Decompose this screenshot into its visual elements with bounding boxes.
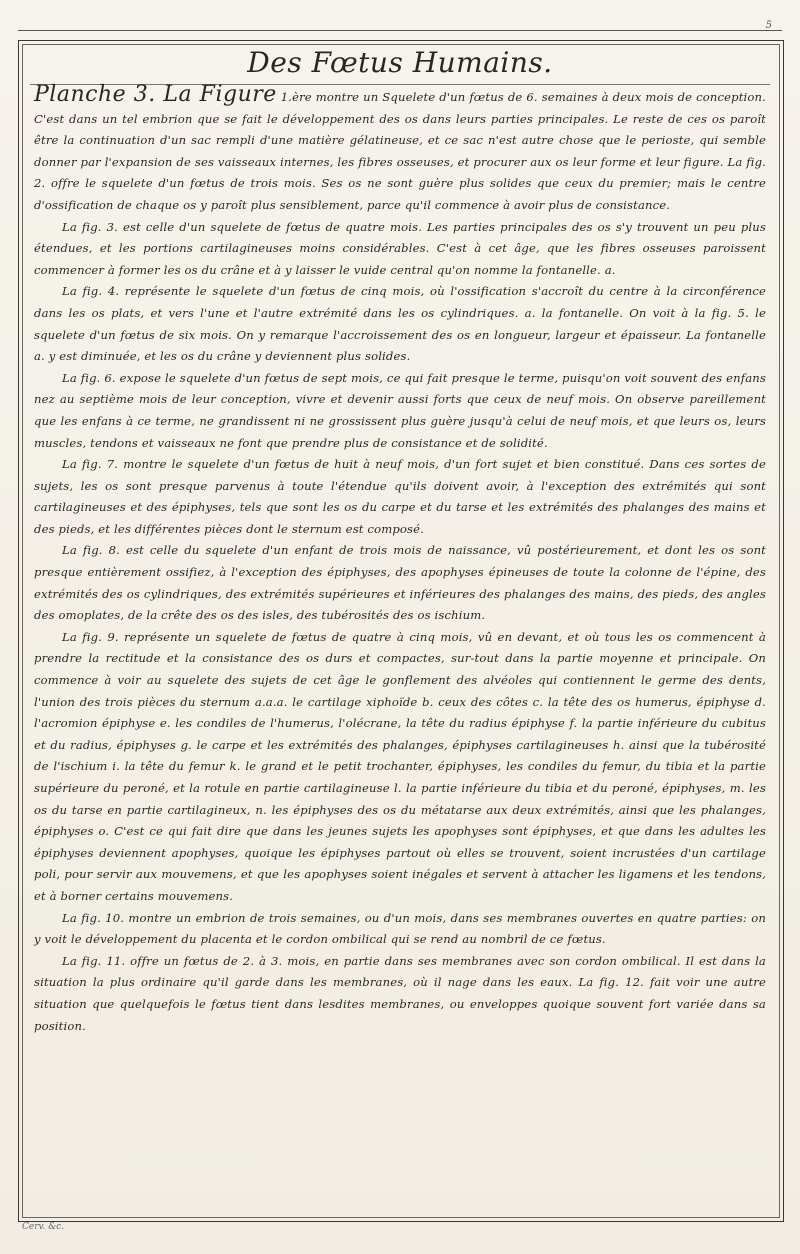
- page-title: Des Fœtus Humains.: [247, 46, 553, 79]
- paragraph: La fig. 11. offre un fœtus de 2. à 3. mois, en partie dans ses membranes avec son cordon ombilical. Il est dans la situation la plus ordinaire qu'il garde dans les membranes, où il nage dans les eaux. La fig. 12. fait voir une autre situation que quelquefois le fœtus tient dans lesdites membranes, ou enveloppes quoique souvent fort variée dans sa position.: [34, 953, 766, 1033]
- paragraph: La fig. 10. montre un embrion de trois semaines, ou d'un mois, dans ses membranes ouvertes en quatre parties: on y voit le développement du placenta et le cordon ombilical qui se rend au nombril de ce fœtus.: [34, 910, 766, 947]
- paragraph: [34, 84, 766, 217]
- paragraph: La fig. 8. est celle du squelete d'un enfant de trois mois de naissance, vû postérieurement, et dont les os sont presque entièrement ossifiez, à l'exception des épiphyses, des apophyses épineuses de toute la colonne de l'épine, des extrémités des os cylindriques, des extrémités supérieures et inférieures des phalanges des mains, des pieds, des angles des omoplates, de la crête des os des isles, des tubérosités des os ischium.: [34, 543, 766, 623]
- page-header: [30, 44, 770, 84]
- page-number: 5: [765, 20, 772, 31]
- paragraph: La fig. 7. montre le squelete d'un fœtus de huit à neuf mois, d'un fort sujet et bien constitué. Dans ces sortes de sujets, les os sont presque parvenus à toute l'étendue qu'ils doivent avoir, à l'exception des extrémités qui sont cartilagineuses et des épiphyses, tels que sont les os du carpe et du tarse et les extrémités des phalanges des mains et des pieds, et les différentes pièces dont le sternum est composé.: [34, 457, 766, 536]
- paragraph-text: 1.ère montre un Squelete d'un fœtus de 6. semaines à deux mois de conception. C'est dans un tel embrion que se fait le développement des os dans leurs parties principales. Le reste de ces os paroît être la continuation d'un sac rempli d'une matière gélatineuse, et ce sac n'est autre chose que le perioste, qui semble donner par l'expansion de ses vaisseaux internes, les fibres osseuses, et procurer aux os leur forme et leur figure. La fig. 2. offre le squelete d'un fœtus de trois mois. Ses os ne sont guère plus solides que ceux du premier; mais le centre d'ossification de chaque os y paroît plus sensiblement, parce qu'il commence à avoir plus de consistance.: [34, 90, 767, 212]
- paragraph: La fig. 4. représente le squelete d'un fœtus de cinq mois, où l'ossification s'accroît du centre à la circonférence dans les os plats, et vers l'une et l'autre extrémité dans les os cylindriques. a. la fontanelle. On voit à la fig. 5. le squelete d'un fœtus de six mois. On y remarque l'accroissement des os en longueur, largeur et épaisseur. La fontanelle a. y est diminuée, et les os du crâne y deviennent plus solides.: [34, 284, 766, 364]
- top-rule: [18, 30, 782, 31]
- footer-note: Cerv. &c.: [22, 1222, 65, 1232]
- paragraph: La fig. 9. représente un squelete de fœtus de quatre à cinq mois, vû en devant, et où tous les os commencent à prendre la rectitude et la consistance des os durs et compactes, sur-tout dans la partie moyenne et principale. On commence à voir au squelete des sujets de cet âge le gonflement des alvéoles qui contiennent le germe des dents, l'union des trois pièces du sternum a.a.a. le cartilage xiphoïde b. ceux des côtes c. la tête des os humerus, épiphyse d. l'acromion épiphyse e. les condiles de l'humerus, l'olécrane, la tête du radius épiphyse f. la partie inférieure du cubitus et du radius, épiphyses g. le carpe et les extrémités des phalanges, épiphyses cartilagineuses h. ainsi que la tubérosité de l'ischium i. la tête du femur k. le grand et le petit trochanter, épiphyses, les condiles du femur, du tibia et la partie supérieure du peroné, et la rotule en partie cartilagineuse l. la partie inférieure du tibia et du peroné, épiphyses, m. les os du tarse en partie cartilagineux, n. les épiphyses des os du métatarse aux deux extrémités, ainsi que les phalanges, épiphyses o. C'est ce qui fait dire que dans les jeunes sujets les apophyses sont épiphyses, et que dans les adultes les épiphyses deviennent apophyses, quoique les épiphyses partout où elles se trouvent, soient incrustées d'un cartilage poli, pour servir aux mouvemens, et que les apophyses soient inégales et servent à attacher les ligamens et les tendons, et à borner certains mouvemens.: [34, 629, 766, 903]
- paragraph: La fig. 3. est celle d'un squelete de fœtus de quatre mois. Les parties principales des os s'y trouvent un peu plus étendues, et les portions cartilagineuses moins considérables. C'est à cet âge, que les fibres osseuses paroissent commencer à former les os du crâne et à y laisser le vuide central qu'on nomme la fontanelle. a.: [34, 219, 766, 277]
- plate-lead: Planche 3. La Figure: [34, 82, 277, 107]
- paragraph: La fig. 6. expose le squelete d'un fœtus de sept mois, ce qui fait presque le terme, puisqu'on voit souvent des enfans nez au septième mois de leur conception, vivre et devenir aussi forts que ceux de neuf mois. On observe pareillement que les enfans à ce terme, ne grandissent ni ne grossissent plus guère jusqu'à celui de neuf mois, et que leurs os, leurs muscles, tendons et vaisseaux ne font que prendre plus de consistance et de solidité.: [34, 370, 766, 450]
- body-text: [34, 84, 766, 1037]
